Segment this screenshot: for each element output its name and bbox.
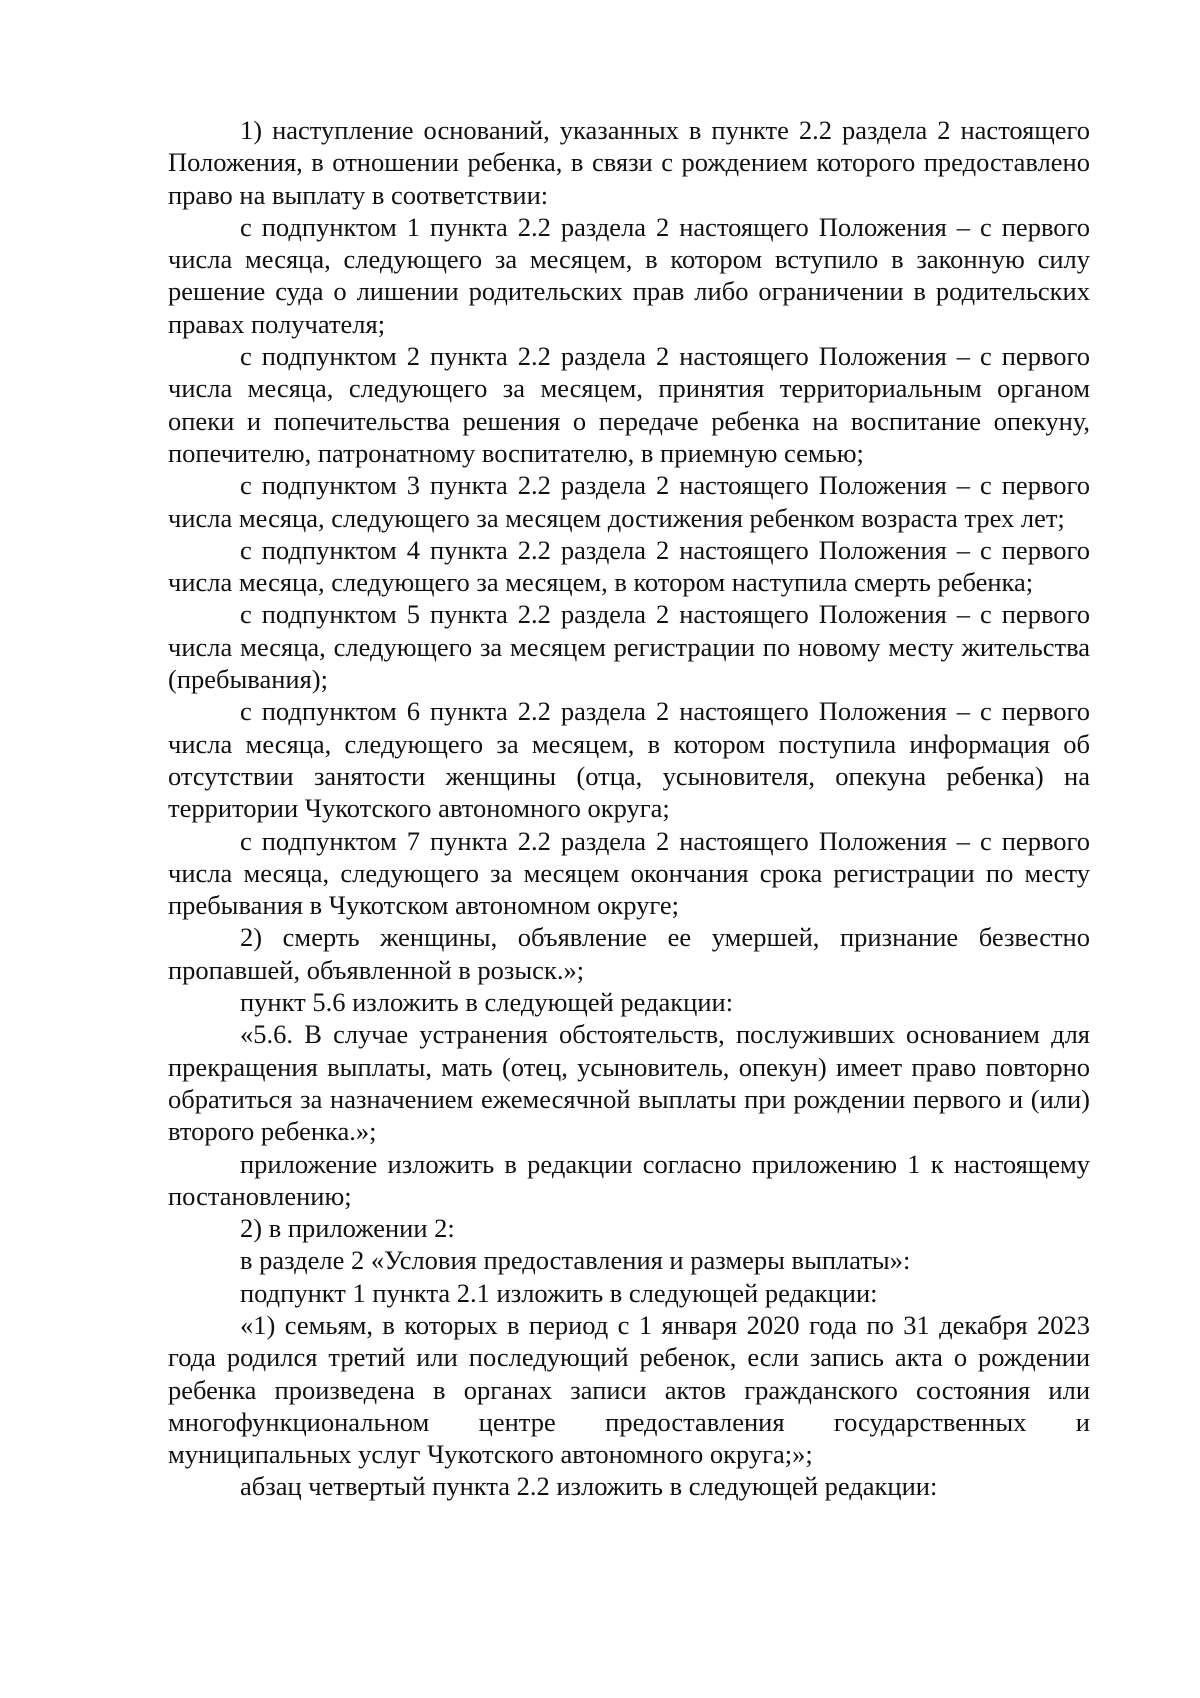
paragraph-1: 1) наступление оснований, указанных в пункте 2.2 раздела 2 настоящего Положения, в отношении ребенка, в связи с рождением которого предоставлено право на выплату в соответствии:	[168, 115, 1090, 210]
paragraph-4: с подпунктом 3 пункта 2.2 раздела 2 настоящего Положения – с первого числа месяца, следующего за месяцем достижения ребенком возраста трех лет;	[168, 470, 1090, 533]
paragraph-2: с подпунктом 1 пункта 2.2 раздела 2 настоящего Положения – с первого числа месяца, следующего за месяцем, в котором вступило в законную силу решение суда о лишении родительских прав либо ограничении в родительских правах получателя;	[168, 211, 1090, 339]
paragraph-10: пункт 5.6 изложить в следующей редакции:	[240, 987, 734, 1018]
paragraph-17: абзац четвертый пункта 2.2 изложить в следующей редакции:	[240, 1471, 938, 1502]
paragraph-12: приложение изложить в редакции согласно приложению 1 к настоящему постановлению;	[168, 1148, 1090, 1211]
paragraph-15: подпункт 1 пункта 2.1 изложить в следующей редакции:	[240, 1277, 878, 1308]
paragraph-16: «1) семьям, в которых в период с 1 января 2020 года по 31 декабря 2023 года родился третий или последующий ребенок, если запись акта о рождении ребенка произведена в органах записи актов гражданского состояния или многофункциональном центре предоставления государственных и муниципальных услуг Чукотского автономного округа;»;	[168, 1309, 1090, 1470]
paragraph-6: с подпунктом 5 пункта 2.2 раздела 2 настоящего Положения – с первого числа месяца, следующего за месяцем регистрации по новому месту жительства (пребывания);	[168, 599, 1090, 695]
paragraph-7: с подпунктом 6 пункта 2.2 раздела 2 настоящего Положения – с первого числа месяца, следующего за месяцем, в котором поступила информация об отсутствии занятости женщины (отца, усыновителя, опекуна ребенка) на территории Чукотского автономного округа;	[168, 696, 1090, 824]
paragraph-11: «5.6. В случае устранения обстоятельств, послуживших основанием для прекращения выплаты, мать (отец, усыновитель, опекун) имеет право повторно обратиться за назначением ежемесячной выплаты при рождении первого и (или) второго ребенка.»;	[168, 1019, 1090, 1147]
paragraph-9: 2) смерть женщины, объявление ее умершей, признание безвестно пропавшей, объявленной в розыск.»;	[168, 922, 1090, 985]
paragraph-3: с подпунктом 2 пункта 2.2 раздела 2 настоящего Положения – с первого числа месяца, следующего за месяцем, принятия территориальным органом опеки и попечительства решения о передаче ребенка на воспитание опекуну, попечителю, патронатному воспитателю, в приемную семью;	[168, 341, 1090, 468]
paragraph-14: в разделе 2 «Условия предоставления и размеры выплаты»:	[240, 1245, 911, 1276]
paragraph-13: 2) в приложении 2:	[240, 1213, 455, 1244]
paragraph-5: с подпунктом 4 пункта 2.2 раздела 2 настоящего Положения – с первого числа месяца, следующего за месяцем, в котором наступила смерть ребенка;	[168, 534, 1090, 598]
document-body	[168, 114, 1090, 1503]
paragraph-8: с подпунктом 7 пункта 2.2 раздела 2 настоящего Положения – с первого числа месяца, следующего за месяцем окончания срока регистрации по месту пребывания в Чукотском автономном округе;	[168, 825, 1090, 921]
